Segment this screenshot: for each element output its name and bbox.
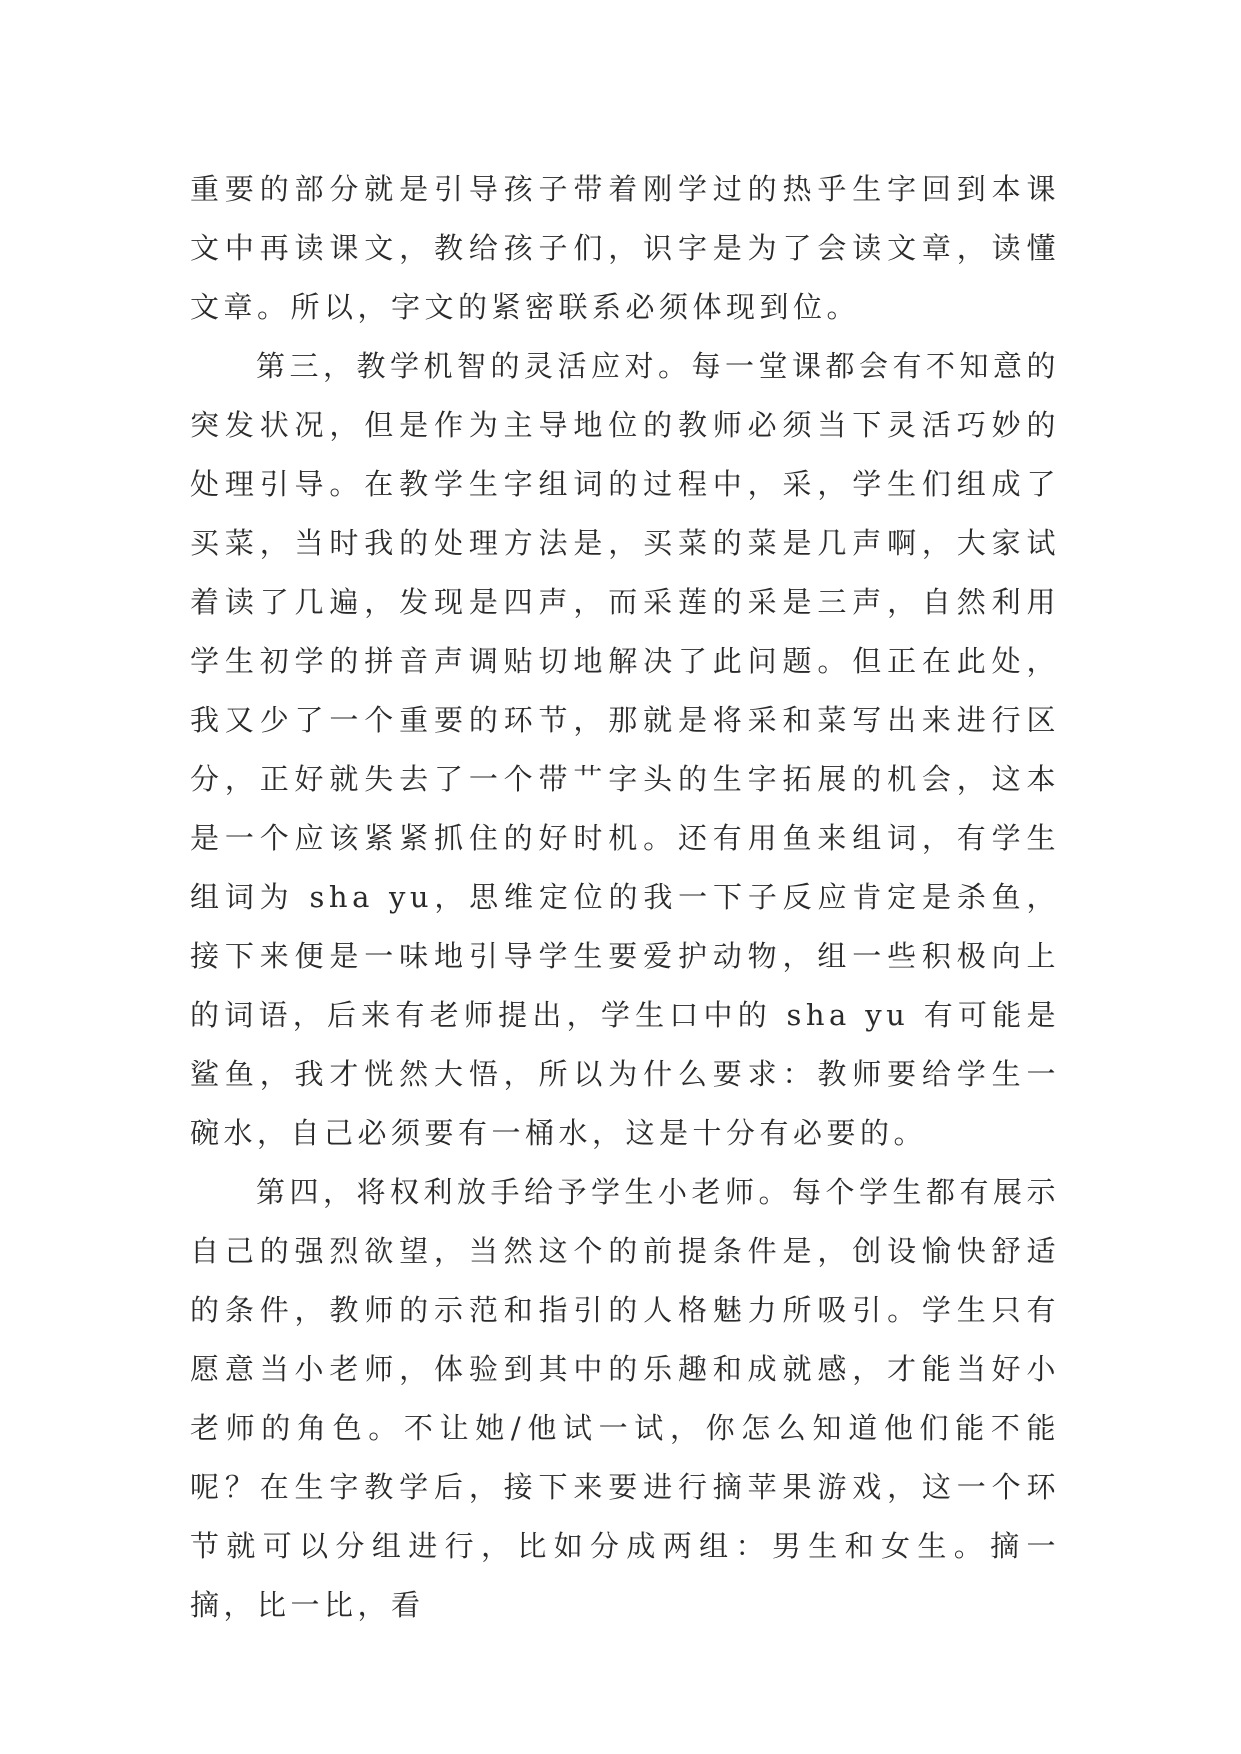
document-body: [190, 160, 1060, 1635]
paragraph-2: 第三，教学机智的灵活应对。每一堂课都会有不知意的突发状况，但是作为主导地位的教师必须当下灵活巧妙的处理引导。在教学生字组词的过程中，采，学生们组成了买菜，当时我的处理方法是，买菜的菜是几声啊，大家试着读了几遍，发现是四声，而采莲的采是三声，自然利用学生初学的拼音声调贴切地解决了此问题。但正在此处，我又少了一个重要的环节，那就是将采和菜写出来进行区分，正好就失去了一个带艹字头的生字拓展的机会，这本是一个应该紧紧抓住的好时机。还有用鱼来组词，有学生组词为 sha yu，思维定位的我一下子反应肯定是杀鱼，接下来便是一味地引导学生要爱护动物，组一些积极向上的词语，后来有老师提出，学生口中的 sha yu 有可能是鲨鱼，我才恍然大悟，所以为什么要求：教师要给学生一碗水，自己必须要有一桶水，这是十分有必要的。: [190, 349, 1061, 1150]
paragraph-3: 第四，将权利放手给予学生小老师。每个学生都有展示自己的强烈欲望，当然这个的前提条件是，创设愉快舒适的条件，教师的示范和指引的人格魅力所吸引。学生只有愿意当小老师，体验到其中的乐趣和成就感，才能当好小老师的角色。不让她/他试一试，你怎么知道他们能不能呢？在生字教学后，接下来要进行摘苹果游戏，这一个环节就可以分组进行，比如分成两组：男生和女生。摘一摘，比一比，看: [190, 1175, 1061, 1622]
paragraph-1: 重要的部分就是引导孩子带着刚学过的热乎生字回到本课文中再读课文，教给孩子们，识字是为了会读文章，读懂文章。所以，字文的紧密联系必须体现到位。: [190, 172, 1060, 324]
